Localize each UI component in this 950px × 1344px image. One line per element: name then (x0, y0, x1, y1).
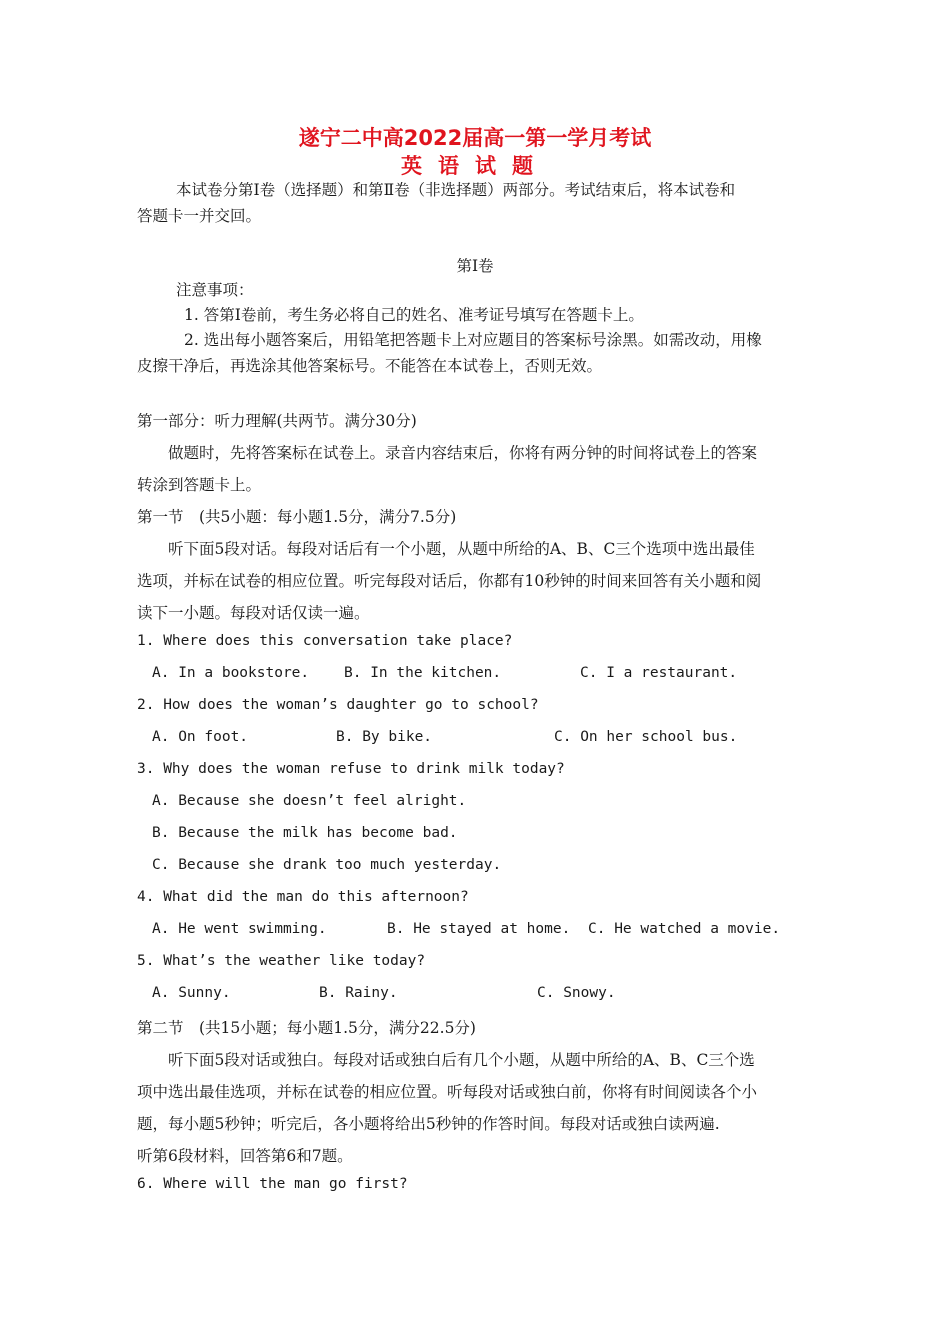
question-6: 6. Where will the man go first? (137, 1176, 408, 1192)
notes-line-2: 2. 选出每小题答案后，用铅笔把答题卡上对应题目的答案标号涂黑。如需改动，用橡 (184, 331, 762, 349)
volume-label: 第Ⅰ卷 (456, 257, 494, 275)
q5-option-a: A. Sunny. (152, 985, 231, 1001)
section1-instruction-3: 读下一小题。每段对话仅读一遍。 (137, 604, 370, 622)
section1-instruction-1: 听下面5段对话。每段对话后有一个小题，从题中所给的A、B、C三个选项中选出最佳 (168, 540, 755, 558)
question-1: 1. Where does this conversation take place? (137, 633, 513, 649)
q5-option-b: B. Rainy. (319, 985, 398, 1001)
part1-instruction-2: 转涂到答题卡上。 (137, 476, 262, 494)
q3-option-a: A. Because she doesn’t feel alright. (152, 793, 467, 809)
section2-instruction-4: 听第6段材料，回答第6和7题。 (137, 1147, 353, 1165)
q1-option-a: A. In a bookstore. (152, 665, 310, 681)
section2-heading: 第二节 (共15小题；每小题1.5分，满分22.5分) (137, 1019, 476, 1037)
q2-option-b: B. By bike. (336, 729, 433, 745)
section2-instruction-2: 项中选出最佳选项，并标在试卷的相应位置。听每段对话或独白前，你将有时间阅读各个小 (137, 1083, 758, 1101)
question-4: 4. What did the man do this afternoon? (137, 889, 469, 905)
notes-line-1: 1. 答第Ⅰ卷前，考生务必将自己的姓名、准考证号填写在答题卡上。 (184, 306, 644, 324)
q3-option-c: C. Because she drank too much yesterday. (152, 857, 502, 873)
intro-line-2: 答题卡一并交回。 (137, 207, 262, 225)
question-5: 5. What’s the weather like today? (137, 953, 426, 969)
notes-heading: 注意事项： (176, 281, 254, 299)
exam-subject: 英语试题 (401, 154, 549, 178)
question-2: 2. How does the woman’s daughter go to school? (137, 697, 539, 713)
intro-line-1: 本试卷分第Ⅰ卷（选择题）和第Ⅱ卷（非选择题）两部分。考试结束后，将本试卷和 (176, 181, 736, 199)
section1-heading: 第一节 (共5小题：每小题1.5分，满分7.5分) (137, 508, 457, 526)
part1-instruction-1: 做题时，先将答案标在试卷上。录音内容结束后，你将有两分钟的时间将试卷上的答案 (168, 444, 758, 462)
q5-option-c: C. Snowy. (537, 985, 616, 1001)
part1-heading: 第一部分：听力理解(共两节。满分30分) (137, 412, 417, 430)
notes-line-3: 皮擦干净后，再选涂其他答案标号。不能答在本试卷上，否则无效。 (137, 357, 603, 375)
q2-option-c: C. On her school bus. (554, 729, 738, 745)
q1-option-b: B. In the kitchen. (344, 665, 502, 681)
question-3: 3. Why does the woman refuse to drink milk today? (137, 761, 565, 777)
q2-option-a: A. On foot. (152, 729, 249, 745)
q4-option-a: A. He went swimming. (152, 921, 327, 937)
q4-option-c: C. He watched a movie. (588, 921, 781, 937)
q3-option-b: B. Because the milk has become bad. (152, 825, 458, 841)
section2-instruction-1: 听下面5段对话或独白。每段对话或独白后有几个小题，从题中所给的A、B、C三个选 (168, 1051, 755, 1069)
exam-title: 遂宁二中高2022届高一第一学月考试 (298, 126, 652, 150)
q1-option-c: C. I a restaurant. (580, 665, 738, 681)
q4-option-b: B. He stayed at home. (387, 921, 571, 937)
section1-instruction-2: 选项，并标在试卷的相应位置。听完每段对话后，你都有10秒钟的时间来回答有关小题和阅 (137, 572, 762, 590)
section2-instruction-3: 题，每小题5秒钟；听完后，各小题将给出5秒钟的作答时间。每段对话或独白读两遍. (137, 1115, 720, 1133)
